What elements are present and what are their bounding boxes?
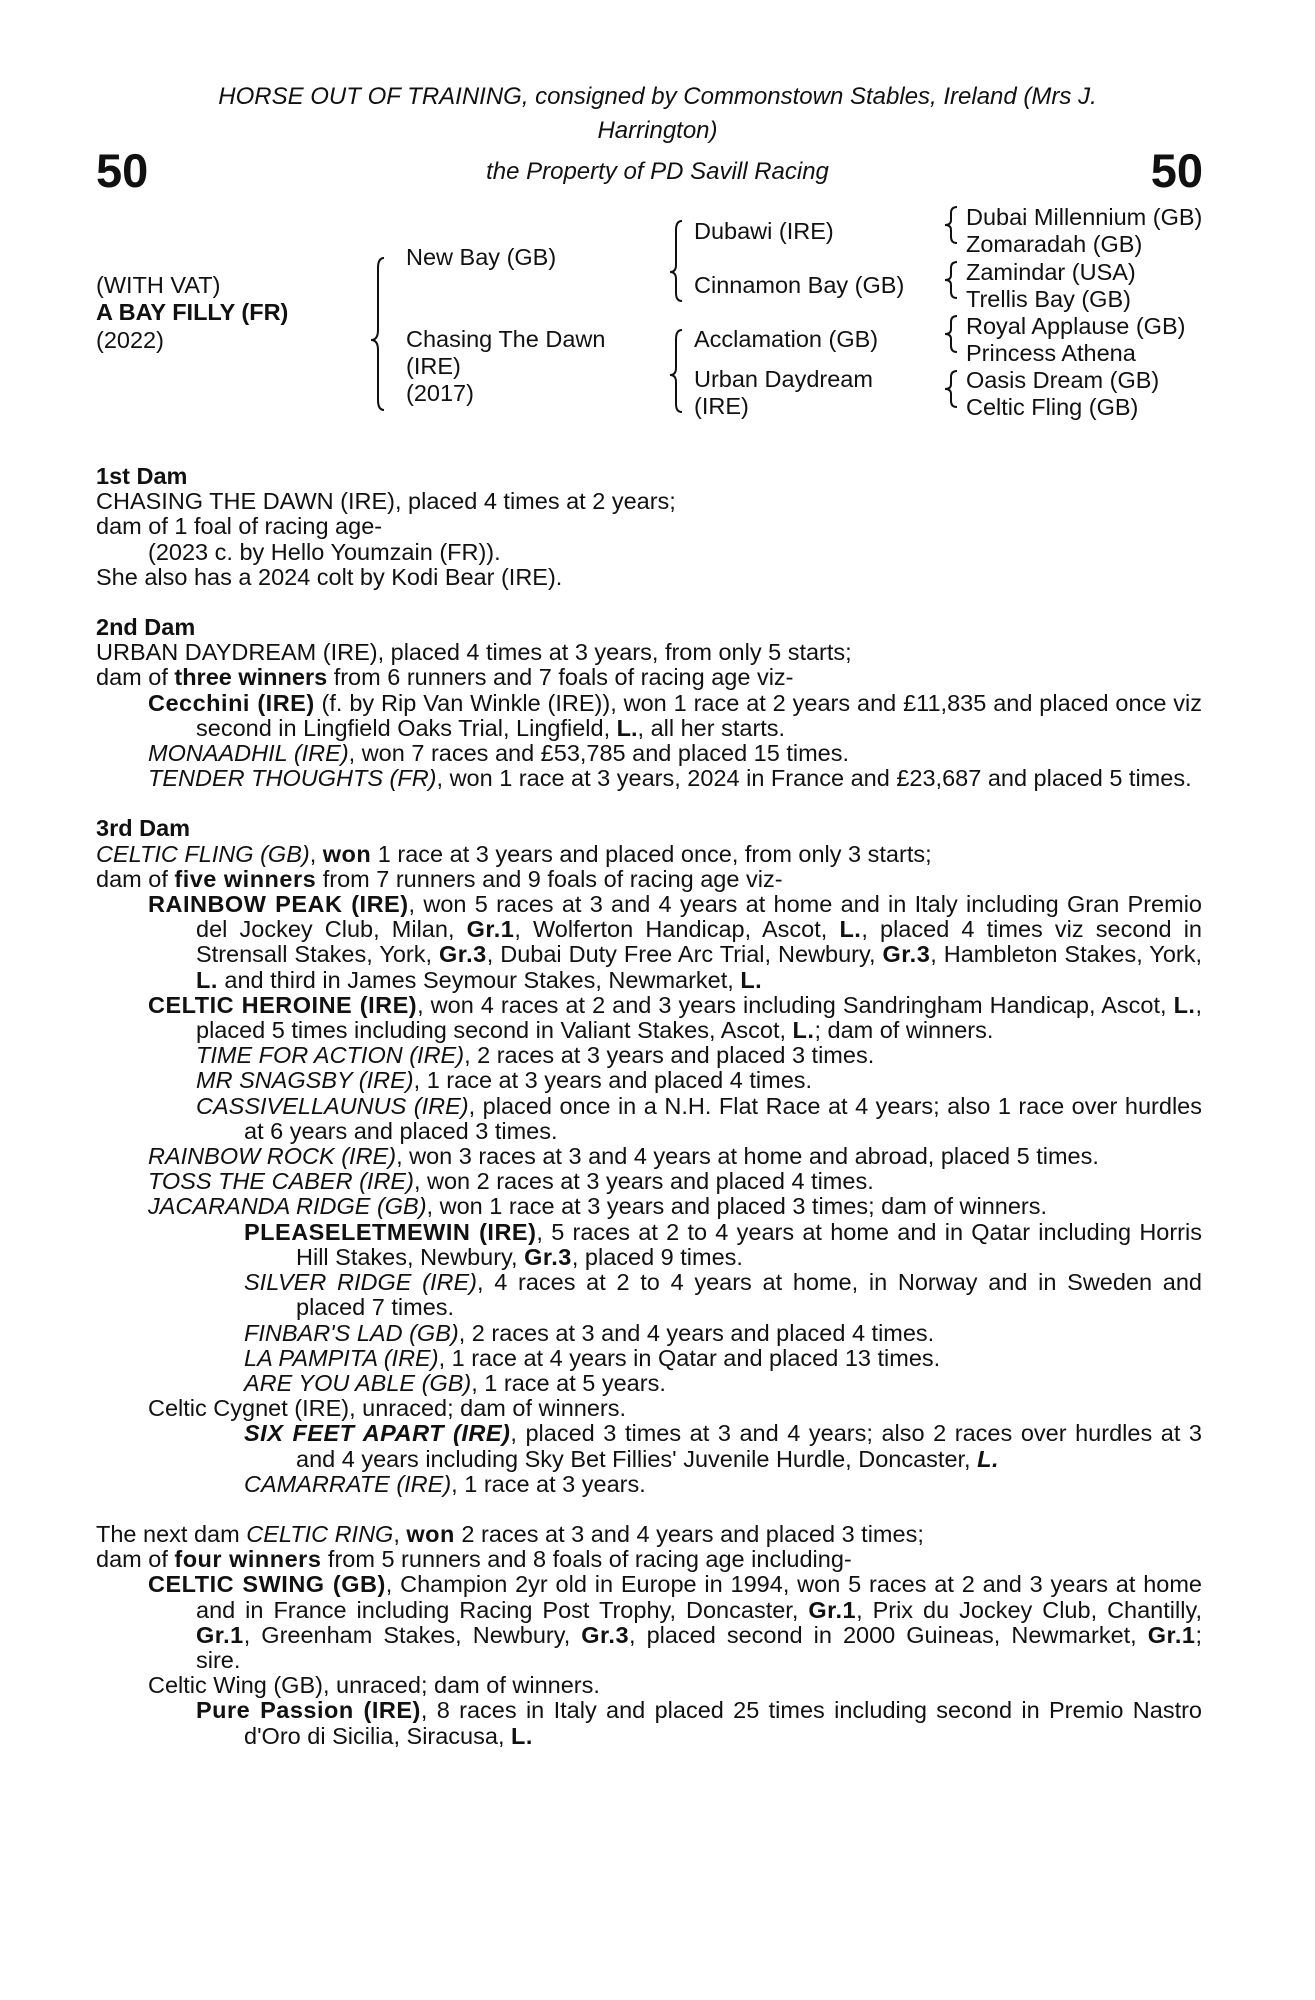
pedigree-dss: Royal Applause (GB) [966, 313, 1186, 339]
progeny-entry: Cecchini (IRE) (f. by Rip Van Winkle (IRE)), won 1 race at 2 years and £11,835 and placed once viz second in Lingfield Oaks Trial, Lingfield, L., all her starts. [148, 689, 1202, 741]
progeny-entry: MR SNAGSBY (IRE), 1 race at 3 years and placed 4 times. [196, 1067, 813, 1094]
progeny-entry: MONAADHIL (IRE), won 7 races and £53,785 and placed 15 times. [148, 740, 850, 767]
first-dam-line: dam of 1 foal of racing age- [96, 513, 383, 540]
pedigree-dds: Oasis Dream (GB) [966, 367, 1160, 393]
pedigree-dam-sire: Acclamation (GB) [694, 326, 879, 352]
vat-note: (WITH VAT) [96, 272, 221, 298]
horse-year: (2022) [96, 327, 164, 353]
pedigree-dam-line-2: (IRE) [406, 353, 461, 379]
pedigree-sdd: Trellis Bay (GB) [966, 286, 1131, 312]
progeny-entry: RAINBOW ROCK (IRE), won 3 races at 3 and 4 years at home and abroad, placed 5 times. [148, 1143, 1099, 1170]
pedigree-sds: Zamindar (USA) [966, 259, 1136, 285]
second-dam-intro: URBAN DAYDREAM (IRE), placed 4 times at 3 years, from only 5 starts; [96, 639, 852, 666]
third-dam-intro: CELTIC FLING (GB), won 1 race at 3 years and placed once, from only 3 starts; [96, 840, 932, 867]
first-dam-line: CHASING THE DAWN (IRE), placed 4 times at 2 years; [96, 488, 676, 515]
first-dam-heading: 1st Dam [96, 463, 188, 489]
progeny-entry: CELTIC SWING (GB), Champion 2yr old in Europe in 1994, won 5 races at 2 and 3 years at home and in France including Racing Post Trophy, Doncaster, Gr.1, Prix du Jockey Club, Chantilly, Gr.1, Greenham Stakes, Newbury, Gr.3, placed second in 2000 Guineas, Newmarket, Gr.1; sire. [148, 1571, 1202, 1673]
progeny-entry: Celtic Cygnet (IRE), unraced; dam of winners. [148, 1395, 627, 1422]
progeny-entry: PLEASELETMEWIN (IRE), 5 races at 2 to 4 years at home and in Qatar including Horris Hill Stakes, Newbury, Gr.3, placed 9 times. [244, 1218, 1202, 1270]
progeny-entry: Celtic Wing (GB), unraced; dam of winners. [148, 1672, 600, 1699]
first-dam-foal: (2023 c. by Hello Youmzain (FR)). [148, 538, 501, 565]
second-dam-heading: 2nd Dam [96, 614, 196, 641]
progeny-entry: TENDER THOUGHTS (FR), won 1 race at 3 years, 2024 in France and £23,687 and placed 5 times. [148, 765, 1192, 792]
progeny-entry: JACARANDA RIDGE (GB), won 1 race at 3 years and placed 3 times; dam of winners. [148, 1193, 1048, 1220]
pedigree-dam-dam-line-1: Urban Daydream [694, 366, 873, 392]
pedigree-dam-line-3: (2017) [406, 380, 474, 406]
progeny-entry: LA PAMPITA (IRE), 1 race at 4 years in Qatar and placed 13 times. [244, 1344, 941, 1371]
pedigree-dam-dam-line-2: (IRE) [694, 393, 749, 419]
progeny-entry: TIME FOR ACTION (IRE), 2 races at 3 years and placed 3 times. [196, 1042, 875, 1069]
pedigree-dam-line-1: Chasing The Dawn [406, 326, 606, 352]
pedigree-dsd: Princess Athena [966, 340, 1136, 366]
progeny-entry: SILVER RIDGE (IRE), 4 races at 2 to 4 years at home, in Norway and in Sweden and placed 7 times. [244, 1269, 1202, 1321]
progeny-entry: ARE YOU ABLE (GB), 1 race at 5 years. [244, 1369, 666, 1396]
second-dam-summary: dam of three winners from 6 runners and 7 foals of racing age viz- [96, 664, 794, 691]
next-dam-intro: The next dam CELTIC RING, won 2 races at 3 and 4 years and placed 3 times; [96, 1520, 924, 1547]
pedigree-sire: New Bay (GB) [406, 244, 557, 270]
next-dam-summary: dam of four winners from 5 runners and 8 foals of racing age including- [96, 1546, 852, 1573]
progeny-entry: CELTIC HEROINE (IRE), won 4 races at 2 and 3 years including Sandringham Handicap, Ascot, L., placed 5 times including second in Valiant Stakes, Ascot, L.; dam of winners. [148, 991, 1202, 1044]
produce-record [96, 464, 1202, 1749]
lot-number-left: 50 [96, 144, 149, 197]
pedigree-sire-sire: Dubawi (IRE) [694, 218, 834, 244]
property-line: the Property of PD Savill Racing [486, 158, 829, 185]
progeny-entry: Pure Passion (IRE), 8 races in Italy and placed 25 times including second in Premio Nastro d'Oro di Sicilia, Siracusa, L. [196, 1697, 1202, 1749]
pedigree-sire-dam: Cinnamon Bay (GB) [694, 272, 905, 298]
progeny-entry: CASSIVELLAUNUS (IRE), placed once in a N.H. Flat Race at 4 years; also 1 race over hurdles at 6 years and placed 3 times. [196, 1092, 1202, 1144]
pedigree-ssd: Zomaradah (GB) [966, 231, 1143, 257]
third-dam-summary: dam of five winners from 7 runners and 9 foals of racing age viz- [96, 865, 783, 892]
first-dam-line: She also has a 2024 colt by Kodi Bear (IRE). [96, 563, 563, 590]
third-dam-heading: 3rd Dam [96, 815, 191, 842]
pedigree-sss: Dubai Millennium (GB) [966, 204, 1203, 230]
lot-number-right: 50 [1150, 144, 1203, 197]
consignor-line: HORSE OUT OF TRAINING, consigned by Commonstown Stables, Ireland (Mrs J. [218, 83, 1097, 110]
progeny-entry: CAMARRATE (IRE), 1 race at 3 years. [244, 1470, 646, 1497]
progeny-entry: FINBAR'S LAD (GB), 2 races at 3 and 4 years and placed 4 times. [244, 1319, 935, 1346]
progeny-entry: TOSS THE CABER (IRE), won 2 races at 3 years and placed 4 times. [148, 1168, 874, 1195]
progeny-entry: RAINBOW PEAK (IRE), won 5 races at 3 and 4 years at home and in Italy including Gran Premio del Jockey Club, Milan, Gr.1, Wolferton Handicap, Ascot, L., placed 4 times viz second in Strensall Stakes, York, Gr.3, Dubai Duty Free Arc Trial, Newbury, Gr.3, Hambleton Stakes, York, L. and third in James Seymour Stakes, Newmarket, L. [148, 891, 1203, 993]
progeny-entry: SIX FEET APART (IRE), placed 3 times at 3 and 4 years; also 2 races over hurdles at 3 and 4 years including Sky Bet Fillies' Juvenile Hurdle, Doncaster, L. [244, 1420, 1203, 1472]
consignor-line-cont: Harrington) [597, 117, 718, 144]
pedigree-ddd: Celtic Fling (GB) [966, 394, 1139, 420]
horse-name: A BAY FILLY (FR) [96, 299, 289, 325]
